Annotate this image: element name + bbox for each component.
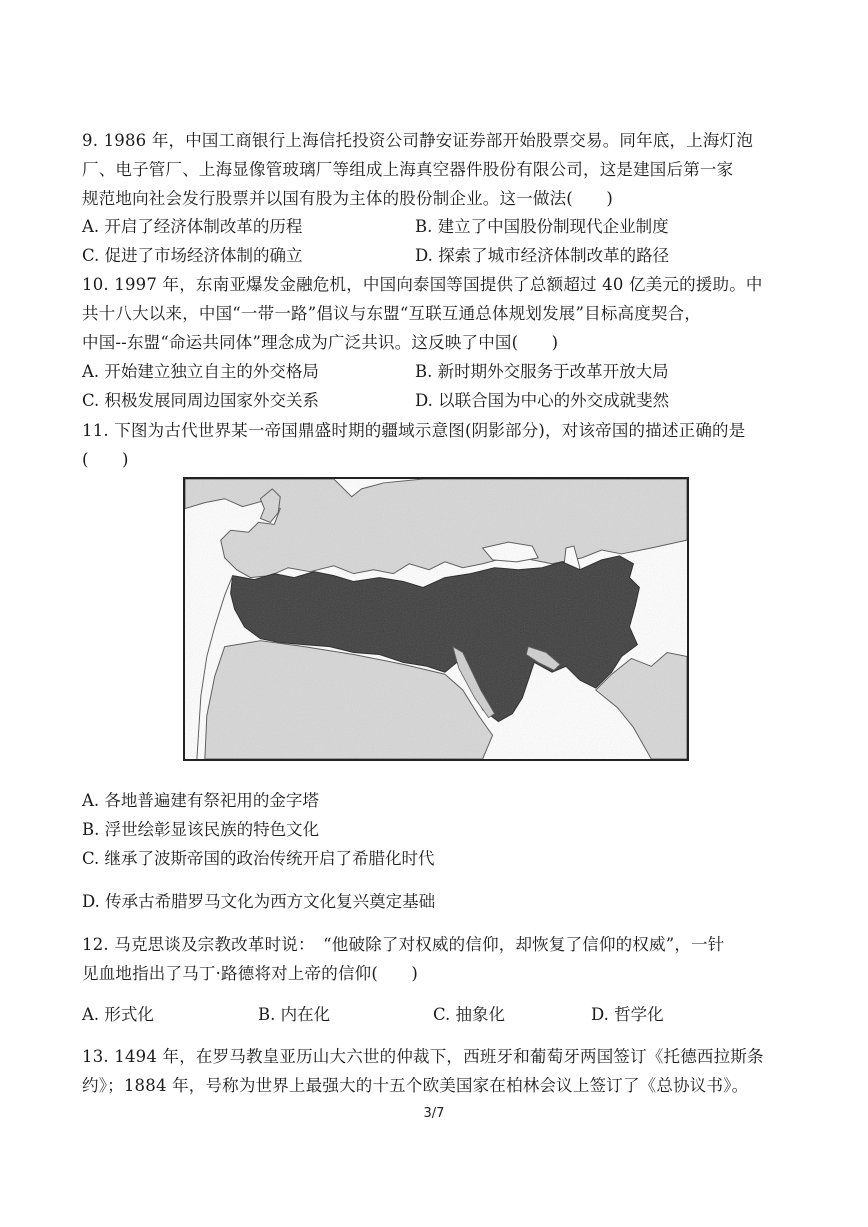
q10-option-d: D. 以联合国为中心的外交成就斐然 [415,391,670,410]
q10-stem-line-3: 中国--东盟“命运共同体”理念成为广泛共识。这反映了中国( ) [82,333,559,352]
q9-option-c: C. 促进了市场经济体制的确立 [82,246,303,265]
q9-option-a: A. 开启了经济体制改革的历程 [82,217,303,236]
q9-option-d: D. 探索了城市经济体制改革的路径 [415,246,670,265]
q13-stem-line-2: 约》；1884 年，号称为世界上最强大的十五个欧美国家在柏林会议上签订了《总协议书》。 [82,1076,749,1095]
q11-stem-line-2: ( ) [82,450,129,469]
q11-option-d: D. 传承古希腊罗马文化为西方文化复兴奠定基础 [82,892,436,911]
q12-option-b: B. 内在化 [258,1005,331,1024]
q12-option-a: A. 形式化 [82,1005,154,1024]
q10-stem-line-2: 共十八大以来，中国“一带一路”倡议与东盟“互联互通总体规划发展”目标高度契合， [82,304,702,323]
q10-stem-line-1: 10. 1997 年，东南亚爆发金融危机，中国向泰国等国提供了总额超过 40 亿美元的援助。中 [82,275,763,294]
q10-option-c: C. 积极发展同周边国家外交关系 [82,391,320,410]
q9-stem-line-2: 厂、电子管厂、上海显像管玻璃厂等组成上海真空器件股份有限公司，这是建国后第一家 [82,160,734,179]
q12-stem-line-1: 12. 马克思谈及宗教改革时说： “他破除了对权威的信仰，却恢复了信仰的权威”，一针 [82,935,725,954]
map-image [185,479,687,759]
q10-option-a: A. 开始建立独立自主的外交格局 [82,362,319,381]
q10-option-b: B. 新时期外交服务于改革开放大局 [415,362,669,381]
q11-stem-line-1: 11. 下图为古代世界某一帝国鼎盛时期的疆域示意图(阴影部分)，对该帝国的描述正确的是 [82,421,746,440]
q9-option-b: B. 建立了中国股份制现代企业制度 [415,217,669,236]
q12-stem-line-2: 见血地指出了马丁·路德将对上帝的信仰( ) [82,964,419,983]
q13-stem-line-1: 13. 1494 年，在罗马教皇亚历山大六世的仲裁下，西班牙和葡萄牙两国签订《托德西拉斯条 [82,1047,764,1066]
q12-option-d: D. 哲学化 [591,1005,664,1024]
q11-option-a: A. 各地普遍建有祭祀用的金字塔 [82,791,319,810]
q9-stem-line-1: 9. 1986 年，中国工商银行上海信托投资公司静安证券部开始股票交易。同年底，上海灯泡 [82,131,754,150]
q12-option-c: C. 抽象化 [433,1005,506,1024]
page-number: 3/7 [423,1106,445,1121]
q11-option-b: B. 浮世绘彰显该民族的特色文化 [82,820,320,839]
q9-stem-line-3: 规范地向社会发行股票并以国有股为主体的股份制企业。这一做法( ) [82,189,613,208]
empire-territory-map [183,477,689,761]
q11-option-c: C. 继承了波斯帝国的政治传统开启了希腊化时代 [82,849,435,868]
